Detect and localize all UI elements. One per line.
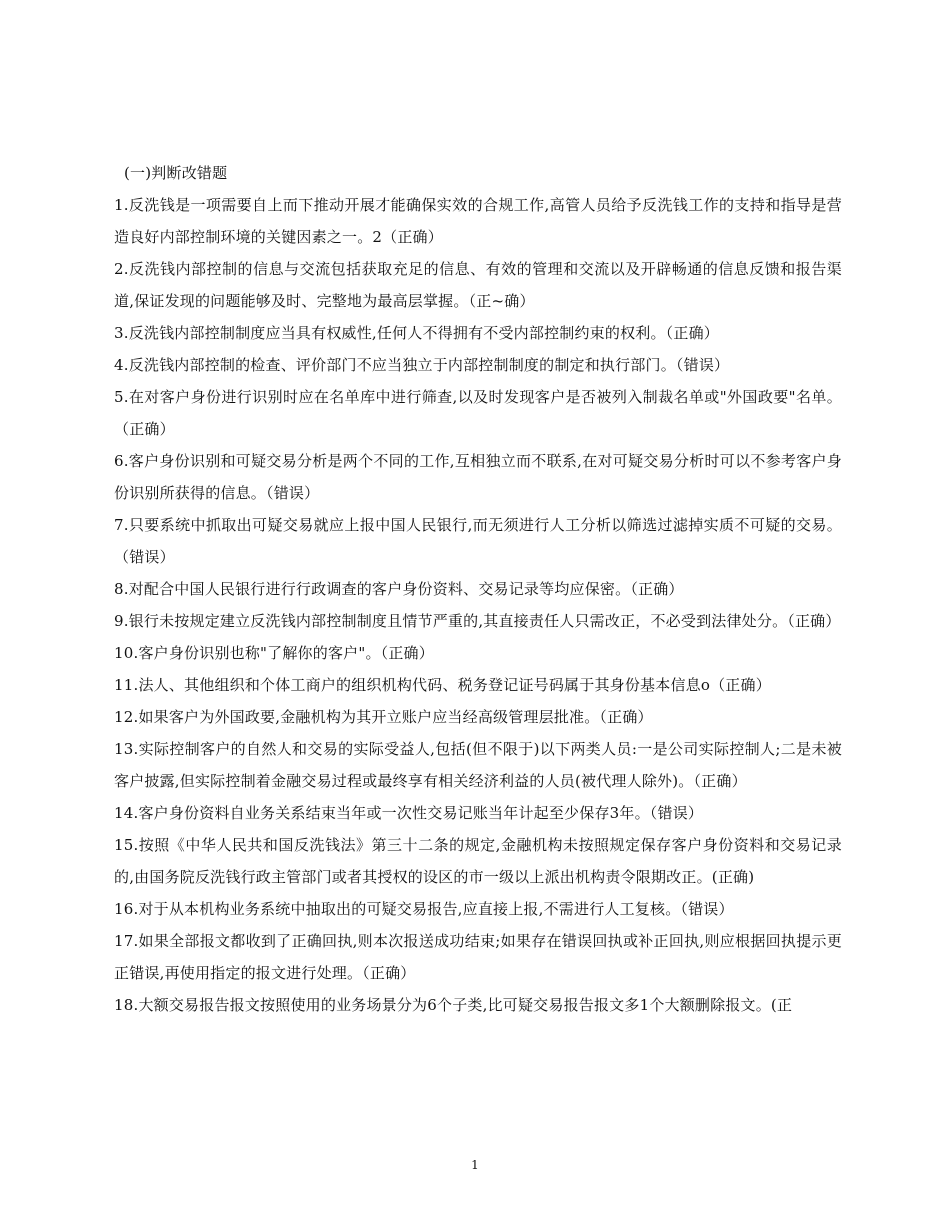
question-item: 8.对配合中国人民银行进行行政调查的客户身份资料、交易记录等均应保密。（正确） bbox=[114, 580, 684, 598]
question-item: 13.实际控制客户的自然人和交易的实际受益人,包括(但不限于)以下两类人员:一是公司实际控制人;二是未被客户披露,但实际控制着金融交易过程或最终享有相关经济利益的人员(被代理人除外)。（正确） bbox=[114, 740, 842, 790]
question-item: 12.如果客户为外国政要,金融机构为其开立账户应当经高级管理层批准。（正确） bbox=[114, 708, 653, 726]
question-item: 5.在对客户身份进行识别时应在名单库中进行筛查,以及时发现客户是否被列入制裁名单或"外国政要"名单。（正确） bbox=[114, 388, 842, 438]
question-item: 15.按照《中华人民共和国反洗钱法》第三十二条的规定,金融机构未按照规定保存客户身份资料和交易记录的,由国务院反洗钱行政主管部门或者其授权的设区的市一级以上派出机构责令限期改正。(正确) bbox=[114, 836, 842, 886]
question-item: 9.银行未按规定建立反洗钱内部控制制度且情节严重的,其直接责任人只需改正，不必受到法律处分。（正确） bbox=[114, 612, 841, 630]
question-item: 7.只要系统中抓取出可疑交易就应上报中国人民银行,而无须进行人工分析以筛选过滤掉实质不可疑的交易。（错误） bbox=[114, 516, 842, 566]
question-item: 1.反洗钱是一项需要自上而下推动开展才能确保实效的合规工作,高管人员给予反洗钱工作的支持和指导是营造良好内部控制环境的关键因素之一。2（正确） bbox=[114, 196, 842, 246]
question-item: 16.对于从本机构业务系统中抽取出的可疑交易报告,应直接上报,不需进行人工复核。（错误） bbox=[114, 900, 734, 918]
question-item: 4.反洗钱内部控制的检查、评价部门不应当独立于内部控制制度的制定和执行部门。（错误） bbox=[114, 356, 730, 374]
document-body bbox=[114, 157, 842, 1021]
question-item: 6.客户身份识别和可疑交易分析是两个不同的工作,互相独立而不联系,在对可疑交易分析时可以不参考客户身份识别所获得的信息。（错误） bbox=[114, 452, 842, 502]
question-item: 17.如果全部报文都收到了正确回执,则本次报送成功结束;如果存在错误回执或补正回执,则应根据回执提示更正错误,再使用指定的报文进行处理。（正确） bbox=[114, 932, 842, 982]
question-item: 2.反洗钱内部控制的信息与交流包括获取充足的信息、有效的管理和交流以及开辟畅通的信息反馈和报告渠道,保证发现的问题能够及时、完整地为最高层掌握。（正~确） bbox=[114, 260, 842, 310]
question-list bbox=[114, 189, 842, 1021]
question-item: 11.法人、其他组织和个体工商户的组织机构代码、税务登记证号码属于其身份基本信息o（正确） bbox=[114, 676, 771, 694]
page-number: 1 bbox=[471, 1158, 479, 1172]
question-item: 3.反洗钱内部控制制度应当具有权威性,任何人不得拥有不受内部控制约束的权利。（正确） bbox=[114, 324, 719, 342]
section-title: (一)判断改错题 bbox=[124, 164, 228, 182]
question-item: 18.大额交易报告报文按照使用的业务场景分为6个子类,比可疑交易报告报文多1个大额删除报文。(正 bbox=[114, 996, 793, 1014]
question-item: 14.客户身份资料自业务关系结束当年或一次性交易记账当年计起至少保存3年。（错误） bbox=[114, 804, 704, 822]
question-item: 10.客户身份识别也称"了解你的客户"。（正确） bbox=[114, 644, 434, 662]
